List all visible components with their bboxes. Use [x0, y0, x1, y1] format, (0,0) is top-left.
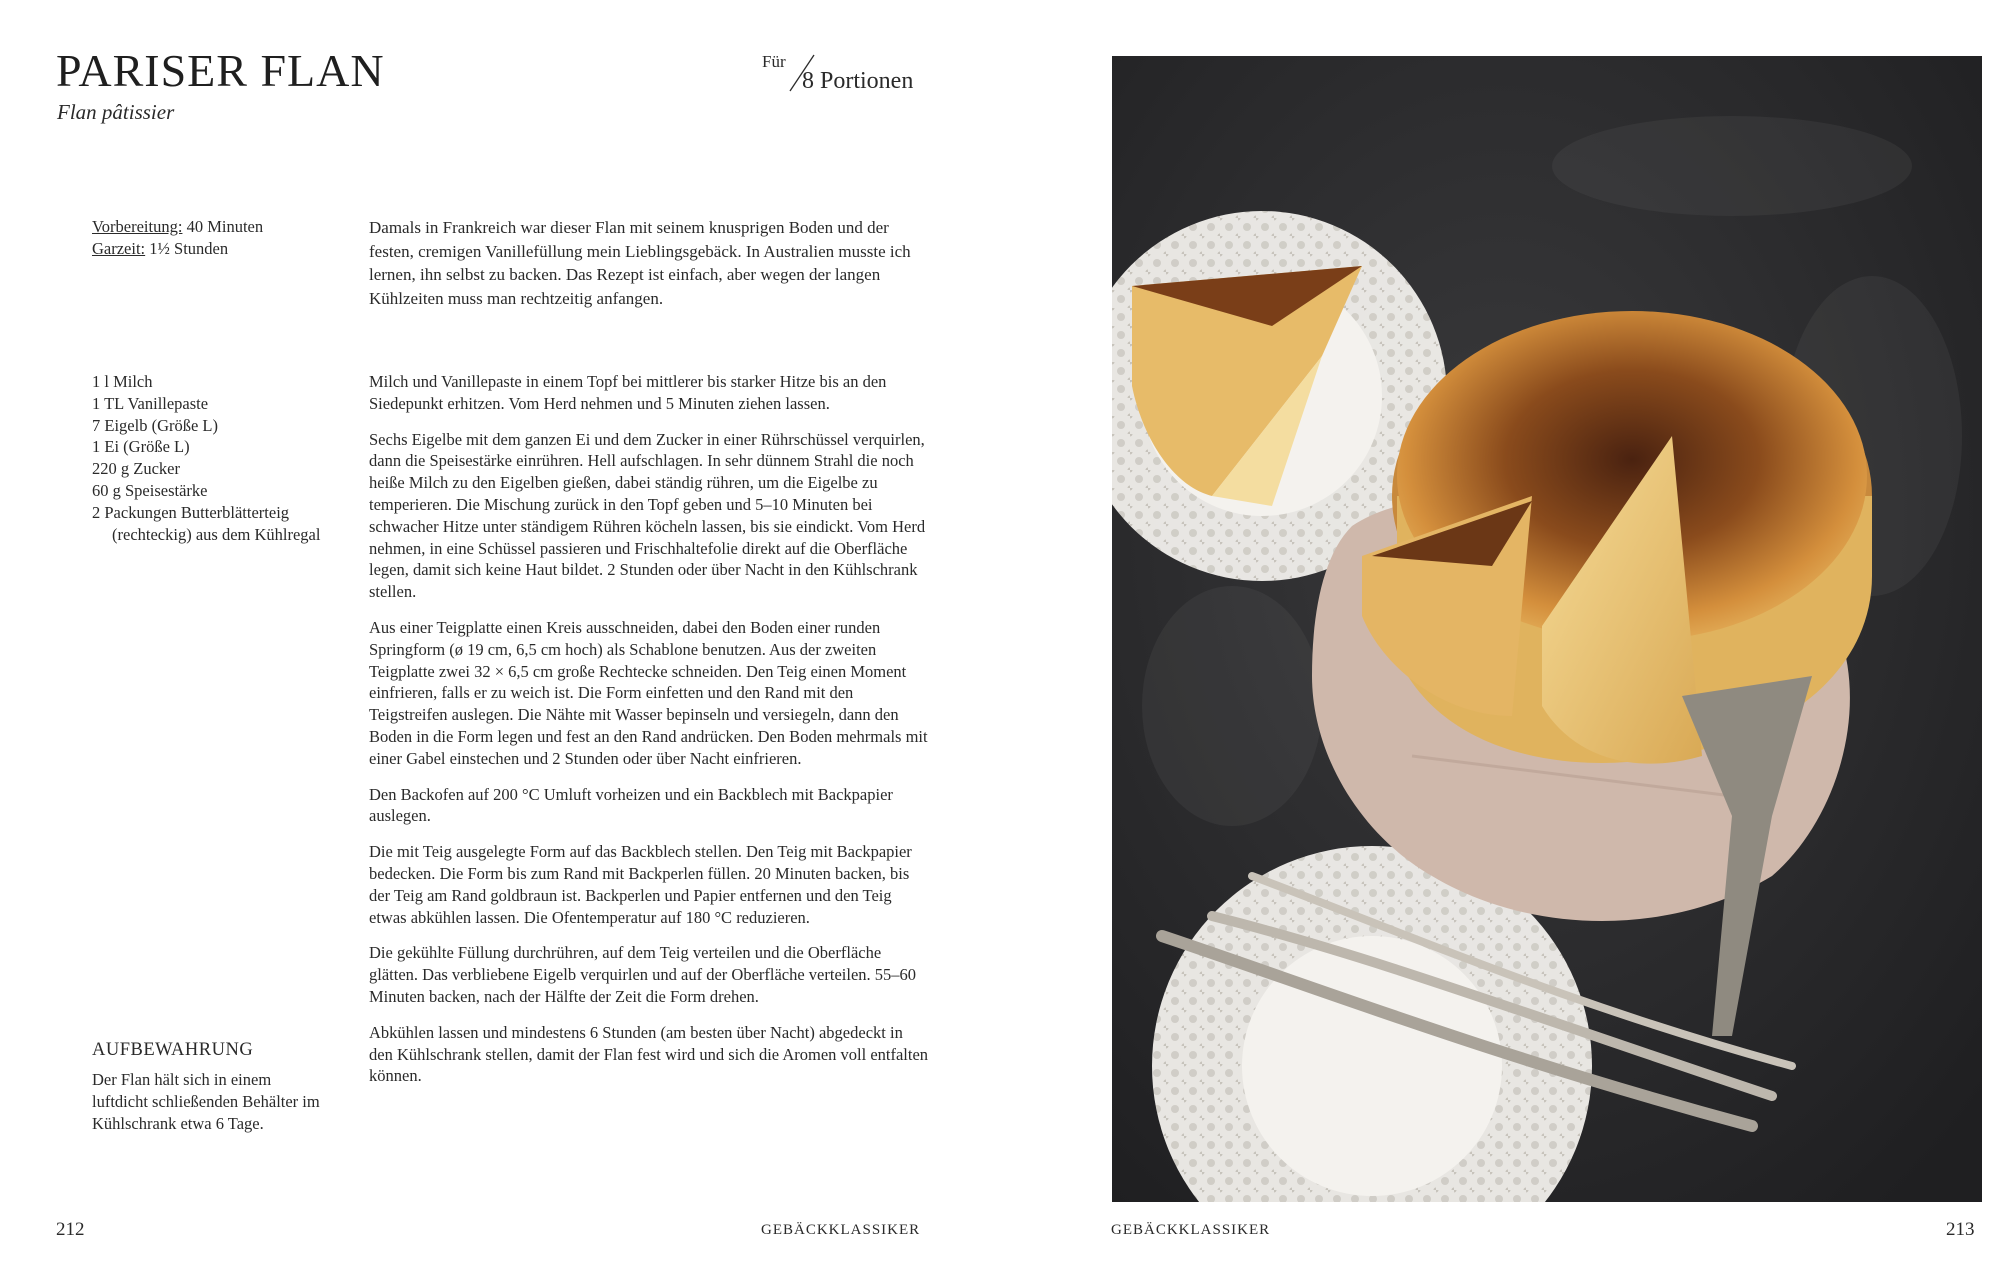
page-number-left: 212 — [56, 1219, 85, 1240]
storage-title: AUFBEWAHRUNG — [92, 1040, 254, 1060]
prep-time-label: Vorbereitung: — [92, 217, 183, 236]
storage-text: Der Flan hält sich in einem luftdicht schließenden Behälter im Kühlschrank etwa 6 Tage. — [92, 1070, 320, 1133]
ingredient-list — [92, 371, 322, 545]
ingredient-item: 60 g Speisestärke — [92, 480, 208, 500]
ingredient-item: 1 TL Vanillepaste — [92, 393, 209, 413]
ingredient-item: 1 Ei (Größe L) — [92, 437, 190, 457]
servings-prefix: Für — [762, 52, 786, 71]
running-head-left: GEBÄCKKLASSIKER — [761, 1222, 921, 1238]
flan-photo — [1112, 56, 1982, 1202]
method-step: Sechs Eigelbe mit dem ganzen Ei und dem Zucker in einer Rührschüssel verquirlen, dann die Speisestärke einrühren. Hell aufschlagen. In sehr dünnem Strahl die noch heiße Milch zu den Eigelben gießen, dabei ständig rühren, um die Eigelbe zu temperieren. Die Mischung zurück in den Topf geben und 5–10 Minuten bei schwacher Hitze unter ständigem Rühren köcheln lassen, bis sie eindickt. Vom Herd nehmen, in eine Schüssel passieren und Frischhaltefolie direkt auf die Oberfläche legen, damit sich keine Haut bildet. 2 Stunden oder über Nacht in den Kühlschrank stellen. — [369, 429, 926, 602]
recipe-meta — [92, 216, 263, 260]
cook-time-label: Garzeit: — [92, 239, 146, 258]
method-step: Abkühlen lassen und mindestens 6 Stunden (am besten über Nacht) abgedeckt in den Kühlschrank stellen, damit der Flan fest wird und sich die Aromen voll entfalten können. — [369, 1022, 929, 1086]
method-step: Den Backofen auf 200 °C Umluft vorheizen und ein Backblech mit Backpapier auslegen. — [369, 784, 893, 826]
servings-info — [762, 50, 942, 100]
ingredient-item: 2 Packungen Butterblätterteig (rechteckig) aus dem Kühlregal — [92, 502, 321, 544]
method-step: Aus einer Teigplatte einen Kreis ausschneiden, dabei den Boden einer runden Springform (ø 19 cm, 6,5 cm hoch) als Schablone benutzen. Aus der zweiten Teigplatte zwei 32 × 6,5 cm große Rechtecke schneiden. Den Teig einen Moment einfrieren, falls er zu weich ist. Die Form einfetten und den Rand mit den Teigstreifen auslegen. Die Nähte mit Wasser bepinseln und versiegeln, dann den Boden in die Form legen und fest an den Rand andrücken. Den Boden mehrmals mit einer Gabel einstechen und 2 Stunden oder über Nacht einfrieren. — [369, 617, 928, 768]
recipe-subtitle: Flan pâtissier — [57, 100, 175, 124]
cook-time-value: 1½ Stunden — [145, 239, 229, 258]
intro-text: Damals in Frankreich war dieser Flan mit seinem knusprigen Boden und der festen, cremigen Vanillefüllung mein Lieblingsgebäck. In Australien musste ich lernen, ihn selbst zu backen. Das Rezept ist einfach, aber wegen der langen Kühlzeiten muss man rechtzeitig anfangen. — [369, 218, 911, 308]
running-head-right: GEBÄCKKLASSIKER — [1111, 1222, 1271, 1238]
right-page — [1008, 0, 2016, 1280]
storage-box — [92, 1040, 332, 1134]
ingredient-item: 7 Eigelb (Größe L) — [92, 415, 218, 435]
ingredient-item: 1 l Milch — [92, 372, 153, 391]
method-steps — [369, 371, 929, 1101]
flan-photo-illustration — [1112, 56, 1982, 1202]
ingredient-item: 220 g Zucker — [92, 459, 180, 479]
cook-time — [92, 238, 263, 260]
prep-time-value: 40 Minuten — [182, 217, 264, 236]
method-step: Die gekühlte Füllung durchrühren, auf dem Teig verteilen und die Oberfläche glätten. Das verbliebene Eigelb verquirlen und auf der Oberfläche verteilen. 55–60 Minuten backen, nach der Hälfte der Zeit die Form drehen. — [369, 943, 917, 1006]
prep-time — [92, 216, 263, 238]
servings-value: 8 Portionen — [802, 68, 914, 94]
page-number-right: 213 — [1946, 1219, 1975, 1240]
method-step: Milch und Vanillepaste in einem Topf bei mittlerer bis starker Hitze bis an den Siedepunkt erhitzen. Vom Herd nehmen und 5 Minuten ziehen lassen. — [369, 372, 887, 413]
recipe-title: PARISER FLAN — [56, 45, 385, 96]
method-step: Die mit Teig ausgelegte Form auf das Backblech stellen. Den Teig mit Backpapier bedecken. Die Form bis zum Rand mit Backperlen füllen. 20 Minuten backen, bis der Teig am Rand goldbraun ist. Backperlen und Papier entfernen und den Teig etwas abkühlen lassen. Die Ofentemperatur auf 180 °C reduzieren. — [369, 842, 912, 927]
